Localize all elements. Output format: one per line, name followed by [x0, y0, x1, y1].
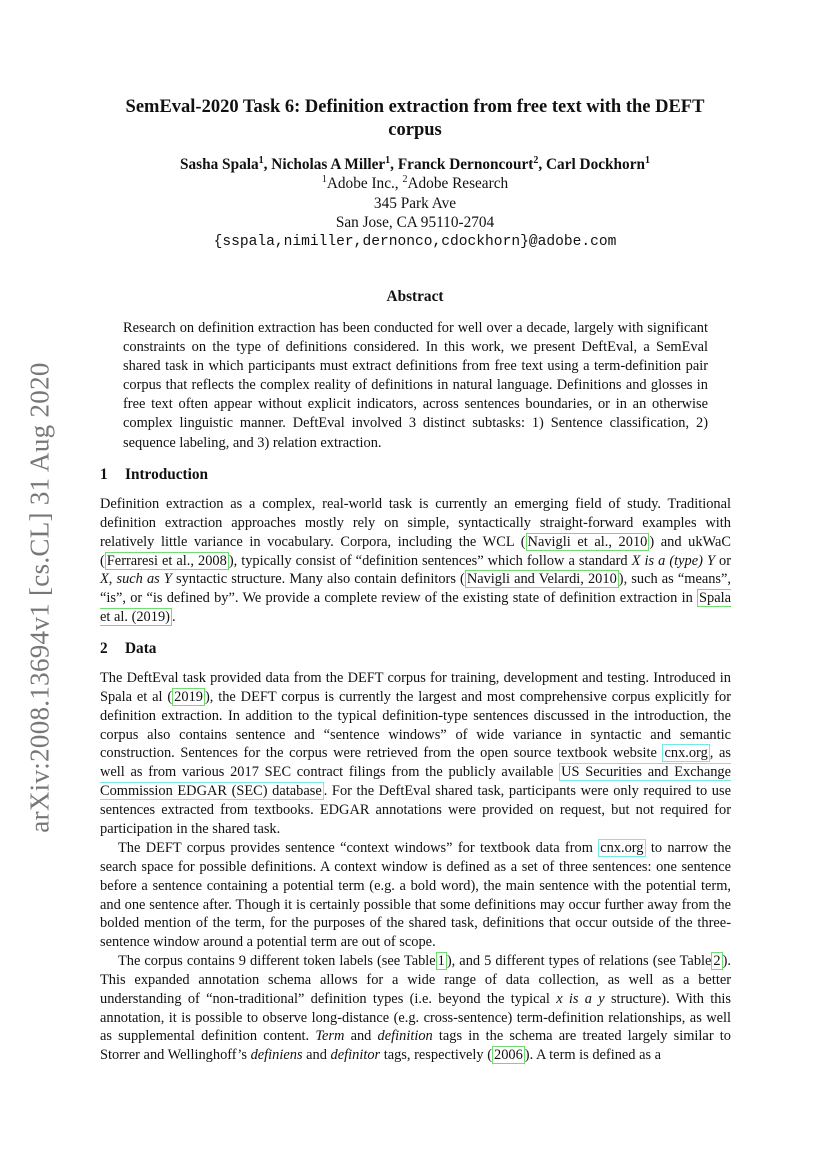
- section-heading-data: [100, 640, 156, 658]
- table-ref-link[interactable]: 2: [713, 953, 721, 969]
- affiliation: Adobe Research: [407, 175, 509, 193]
- author-block: [100, 155, 730, 252]
- affiliation: Adobe Inc.,: [326, 175, 403, 193]
- author-name: Carl Dockhorn: [546, 156, 646, 173]
- url-link[interactable]: cnx.org: [664, 745, 708, 762]
- affiliations: [100, 174, 730, 193]
- section-title: Data: [125, 640, 157, 657]
- author-emails: {sspala,nimiller,dernonco,cdockhorn}@adobe.com: [213, 233, 617, 250]
- section-title: Introduction: [125, 466, 209, 483]
- arxiv-stamp-text: arXiv:2008.13694v1 [cs.CL] 31 Aug 2020: [24, 362, 55, 833]
- abstract-text: Research on definition extraction has been conducted for well over a decade, largely with significant constraints on the type of definitions considered. In this work, we present DeftEval, a SemEval shared task in which participants must extract definitions from free text using a term-definition pair corpus that reflects the complex reality of definitions in natural language. Definitions and glosses in free text often appear without explicit indicators, across sentences boundaries, or in an otherwise complex linguistic manner. DeftEval involved 3 distinct subtasks: 1) Sentence classification, 2) sequence labeling, and 3) relation extraction.: [123, 320, 708, 451]
- author-name: Sasha Spala: [179, 156, 259, 173]
- affil-mark: 1: [645, 154, 651, 166]
- affil-mark: 1: [385, 154, 391, 166]
- url-link[interactable]: cnx.org: [600, 840, 644, 856]
- abstract-heading: Abstract: [386, 288, 444, 305]
- url-link[interactable]: US Securities and Exchange Commission EDGAR (SEC) database: [100, 764, 731, 800]
- affil-mark: 1: [258, 154, 264, 166]
- section-heading-introduction: [100, 466, 208, 484]
- citation-link[interactable]: Navigli et al., 2010: [527, 533, 648, 550]
- author-name: Franck Dernoncourt: [397, 156, 534, 173]
- affil-mark: 1: [321, 174, 327, 186]
- table-ref-link[interactable]: 1: [437, 953, 445, 969]
- address-street: 345 Park Ave: [373, 194, 457, 212]
- citation-link[interactable]: 2006: [494, 1047, 523, 1064]
- affil-mark: 2: [533, 154, 539, 166]
- author-name: Nicholas A Miller: [271, 156, 386, 173]
- address-city: San Jose, CA 95110-2704: [335, 214, 495, 232]
- citation-link[interactable]: Navigli and Velardi, 2010: [466, 571, 617, 588]
- data-paragraph-2: The DEFT corpus provides sentence “context windows” for textbook data from cnx.org to narrow the search space for possible definitions. A context window is defined as a set of three sentences: one sentence before a sentence containing a potential term (e.g. a bold word), the main sentence with the potential term, and one sentence after. Though it is certainly possible that some definitions may occur further away from the bolded mention of the term, for the purposes of the shared task, definitions that occur outside of the three-sentence window around a potential term are out of scope.: [100, 840, 731, 951]
- paper-title: SemEval-2020 Task 6: Definition extraction from free text with the DEFT corpus: [125, 97, 705, 140]
- citation-link[interactable]: Spala et al. (2019): [100, 590, 731, 626]
- affil-mark: 2: [402, 174, 408, 186]
- citation-link[interactable]: Ferraresi et al., 2008: [106, 552, 227, 569]
- arxiv-stamp: [8, 360, 68, 860]
- citation-link[interactable]: 2019: [174, 688, 203, 705]
- introduction-paragraph: Definition extraction as a complex, real-world task is currently an emerging field of study. Traditional definition extraction approaches mostly rely on simple, syntactically straight-forward examples with relatively little variance in vocabulary. Corpora, including the WCL ( Navigli et al., 2010 ) and ukWaC ( Ferraresi et al., 2008 ), typically consist of “definition sentences” which follow a standard X is a (type) Y or X, such as Y syntactic structure. Many also contain definitors ( Navigli and Velardi, 2010 ), such as “means”, “is”, or “is defined by”. We provide a complete review of the existing state of definition extraction in Spala et al. (2019) .: [100, 496, 732, 626]
- data-paragraph-1: The DeftEval task provided data from the DEFT corpus for training, development and testing. Introduced in Spala et al ( 2019 ), the DEFT corpus is currently the largest and most comprehensive corpus explicitly for definition extraction. In addition to the typical definition-type sentences discussed in the introduction, the corpus also contains sentence and “sentence windows” of wide variance in syntactic and semantic construction. Sentences for the corpus were retrieved from the open source textbook website cnx.org , as well as from various 2017 SEC contract filings from the publicly available US Securities and Exchange Commission EDGAR (SEC) database . For the DeftEval shared task, participants were only required to use sentences extracted from textbooks. EDGAR annotations were provided on request, but not required for participation in the shared task.: [100, 670, 731, 837]
- author-names: Sasha Spala$^1$, Nicholas A Miller$^1$, Franck Dernoncourt$^2$, Carl Dockhorn$^1$: [179, 154, 651, 173]
- section-number: 2: [100, 640, 108, 657]
- section-number: 1: [100, 466, 108, 483]
- data-paragraph-3: The corpus contains 9 different token labels (see Table 1 ), and 5 different types of relations (see Table 2 ). This expanded annotation schema allows for a wide range of data collection, as well as a better understanding of “non-traditional” definition types (i.e. beyond the typical x is a y structure). With this annotation, it is possible to observe long-distance (e.g. cross-sentence) term-definition relationships, as well as supplemental definition content. Term and definition tags in the schema are treated largely similar to Storrer and Wellinghoff’s definiens and definitor tags, respectively ( 2006 ). A term is defined as a: [100, 953, 731, 1064]
